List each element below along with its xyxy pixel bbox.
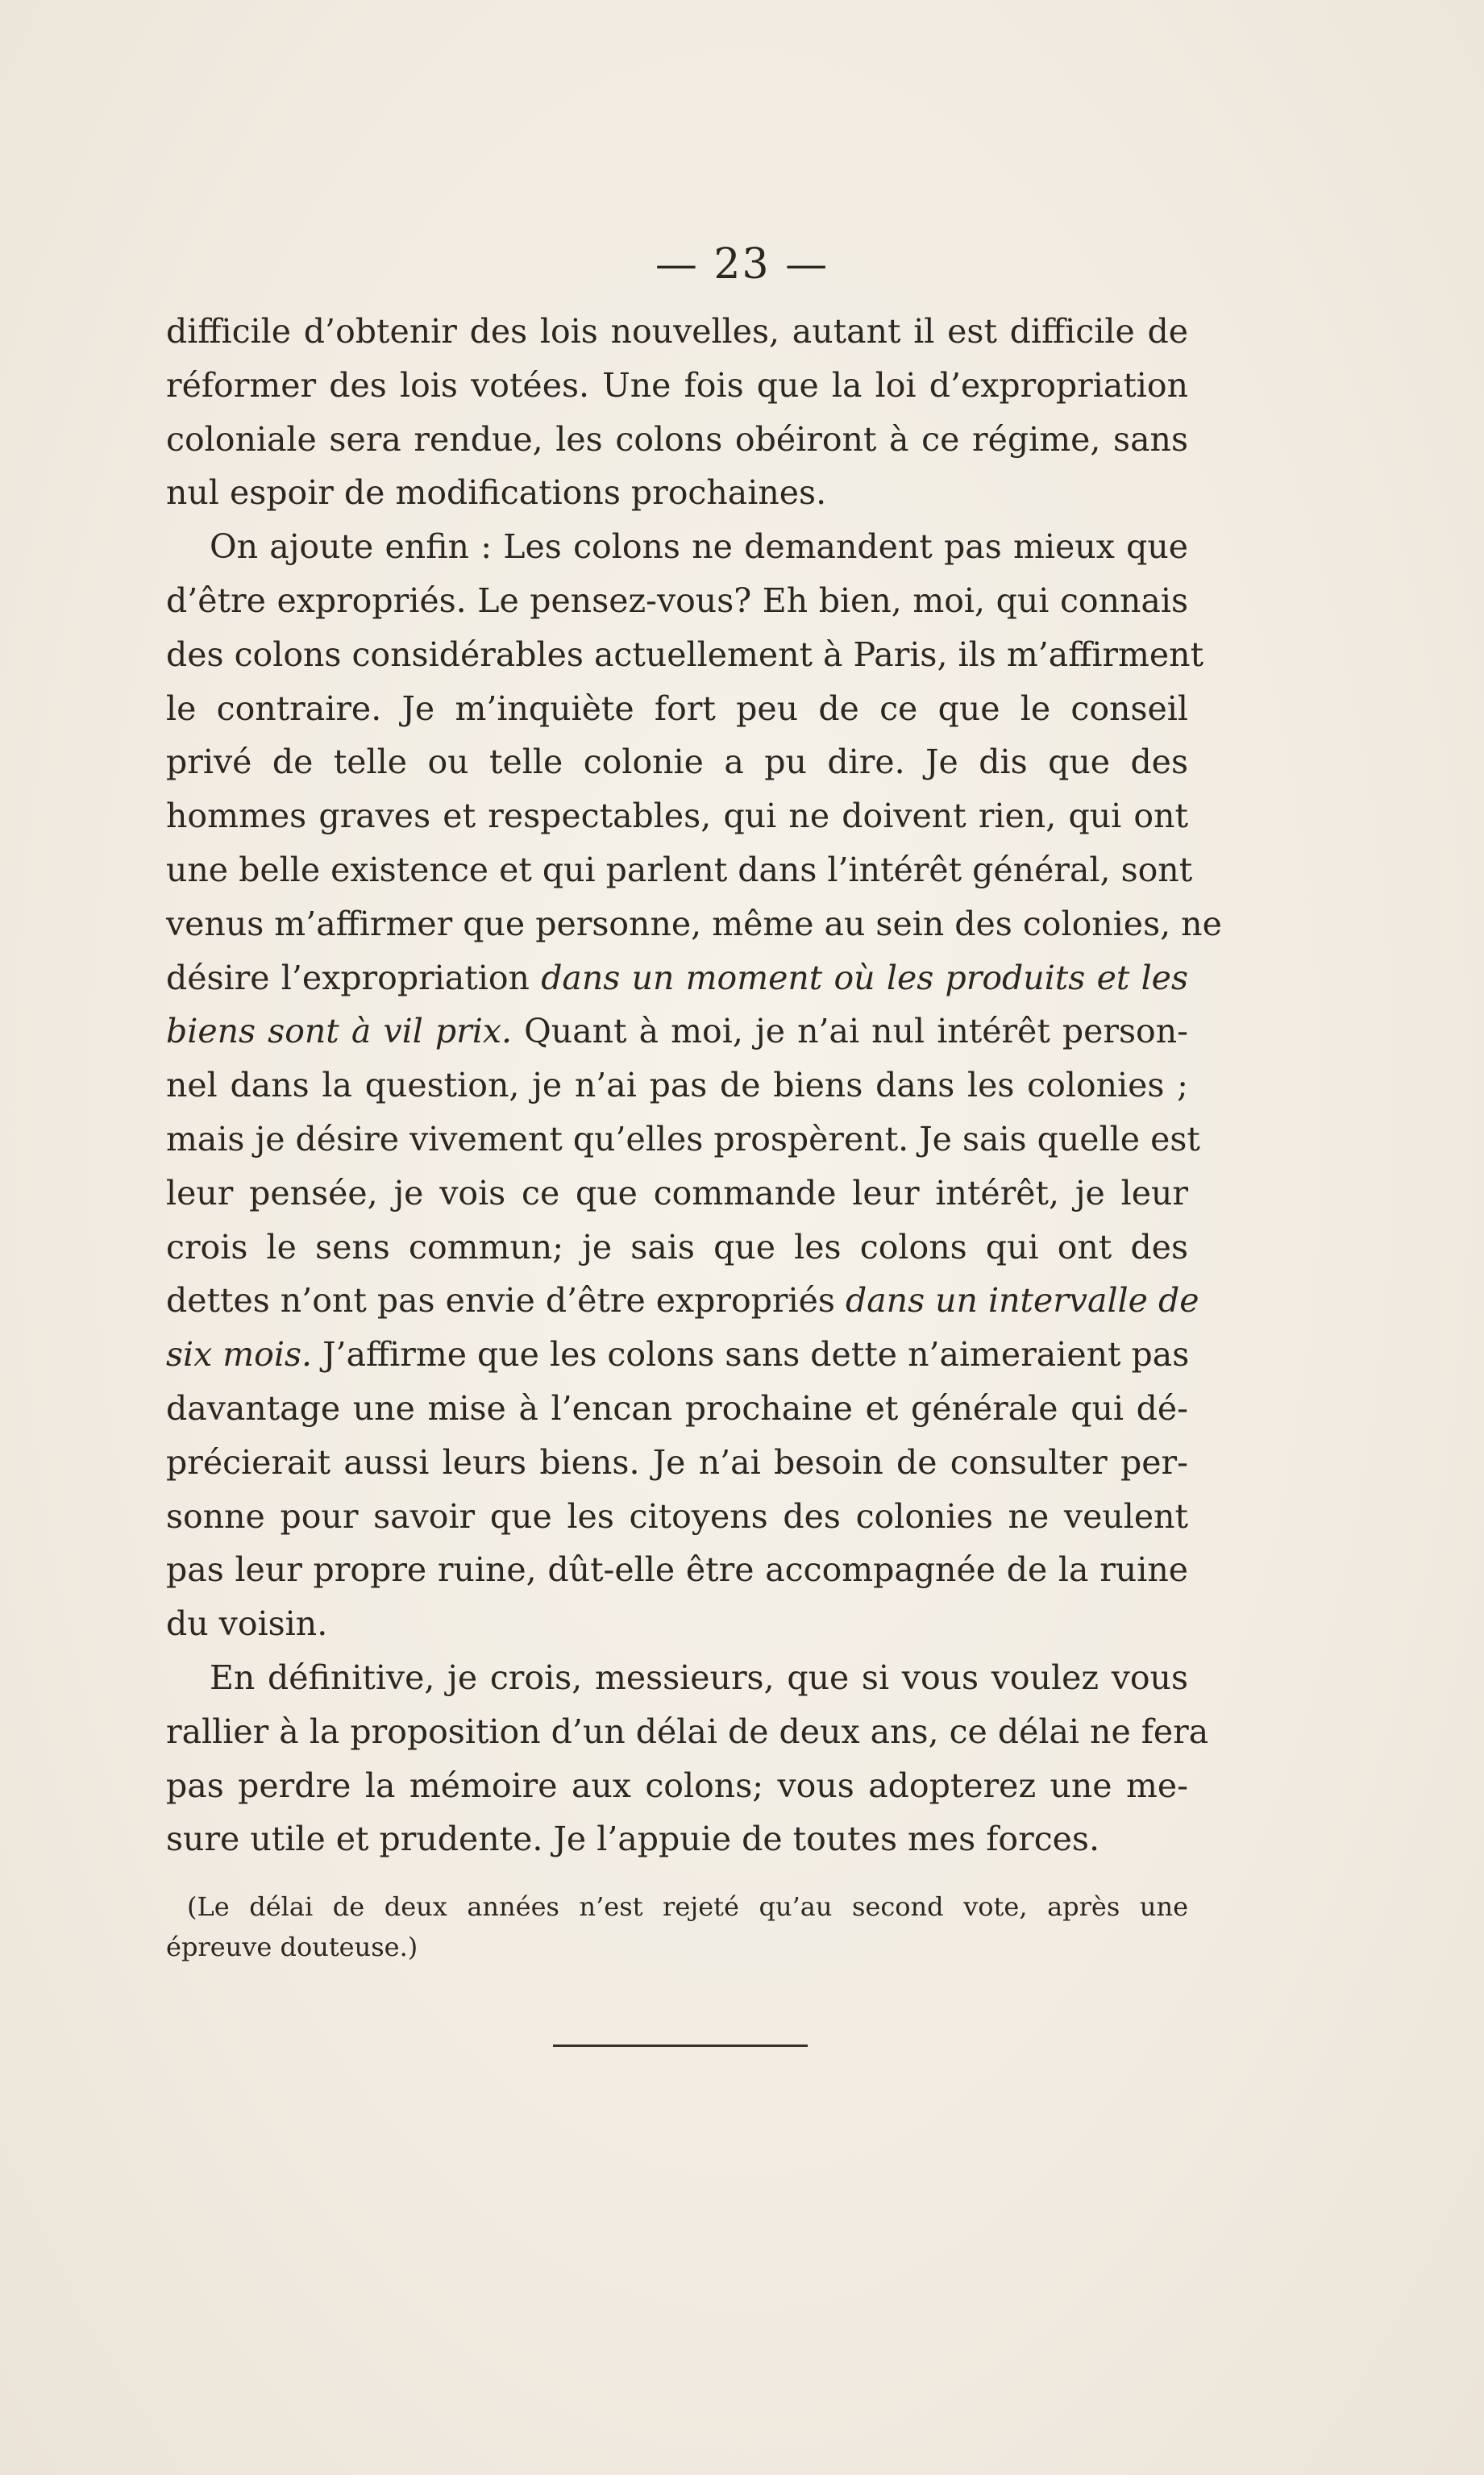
closing-rule (553, 2044, 808, 2047)
text-line: crois le sens commun; je sais que les colons qui ont des (166, 1227, 1188, 1267)
text-segment: désire l’expropriation (166, 958, 542, 997)
text-line: rallier à la proposition d’un délai de deux ans, ce délai ne fera (166, 1712, 1209, 1751)
text-segment: dettes n’ont pas envie d’être expropriés (166, 1281, 846, 1321)
text-line: venus m’affirmer que personne, même au sein des colonies, ne (166, 904, 1222, 943)
note-line: épreuve douteuse.) (166, 1932, 418, 1962)
text-line: mais je désire vivement qu’elles prospèrent. Je sais quelle est (166, 1119, 1200, 1158)
text-line: pas perdre la mémoire aux colons; vous adopterez une me- (166, 1766, 1188, 1805)
italic-segment: biens sont à vil prix. (166, 1012, 513, 1051)
text-line: coloniale sera rendue, les colons obéiront à ce régime, sans (166, 419, 1188, 459)
note-line: (Le délai de deux années n’est rejeté qu’au second vote, après une (187, 1891, 1188, 1922)
text-line: sonne pour savoir que les citoyens des colonies ne veulent (166, 1496, 1188, 1536)
page-number: — 23 — (655, 240, 829, 289)
text-line: une belle existence et qui parlent dans l’intérêt général, sont (166, 850, 1193, 889)
text-segment: Quant à moi, je n’ai nul intérêt person- (512, 1012, 1188, 1051)
text-line: On ajoute enfin : Les colons ne demandent pas mieux que (210, 527, 1188, 567)
text-line: pas leur propre ruine, dût-elle être accompagnée de la ruine (166, 1550, 1188, 1590)
vote-note (166, 1886, 1188, 1967)
text-line: nul espoir de modifications prochaines. (166, 473, 827, 513)
body-text (166, 305, 1222, 1866)
text-line: davantage une mise à l’encan prochaine et générale qui dé- (166, 1388, 1188, 1428)
text-line (166, 951, 1188, 1005)
italic-segment: six mois. (166, 1335, 313, 1375)
text-line: privé de telle ou telle colonie a pu dire. Je dis que des (166, 742, 1188, 782)
text-line: En définitive, je crois, messieurs, que si vous voulez vous (210, 1658, 1188, 1697)
text-line: d’être expropriés. Le pensez-vous? Eh bien, moi, qui connais (166, 580, 1188, 620)
text-line: des colons considérables actuellement à Paris, ils m’affirment (166, 634, 1204, 674)
text-line: hommes graves et respectables, qui ne doivent rien, qui ont (166, 797, 1188, 836)
text-line (166, 1328, 1188, 1382)
italic-segment: dans un intervalle de (845, 1281, 1199, 1321)
text-line: difficile d’obtenir des lois nouvelles, autant il est difficile de (166, 312, 1188, 351)
text-line: précierait aussi leurs biens. Je n’ai besoin de consulter per- (166, 1442, 1188, 1482)
text-line: sure utile et prudente. Je l’appuie de toutes mes forces. (166, 1820, 1100, 1859)
text-line: réformer des lois votées. Une fois que la loi d’expropriation (166, 365, 1188, 405)
italic-segment: dans un moment où les produits et les (541, 958, 1188, 997)
text-line: leur pensée, je vois ce que commande leur intérêt, je leur (166, 1173, 1188, 1213)
text-line (166, 1274, 1199, 1328)
text-segment: J’affirme que les colons sans dette n’aimeraient pas (312, 1335, 1190, 1375)
text-line: nel dans la question, je n’ai pas de biens dans les colonies ; (166, 1066, 1188, 1105)
text-line: du voisin. (166, 1604, 328, 1644)
text-line: le contraire. Je m’inquiète fort peu de ce que le conseil (166, 688, 1188, 728)
text-line (166, 1005, 1188, 1059)
